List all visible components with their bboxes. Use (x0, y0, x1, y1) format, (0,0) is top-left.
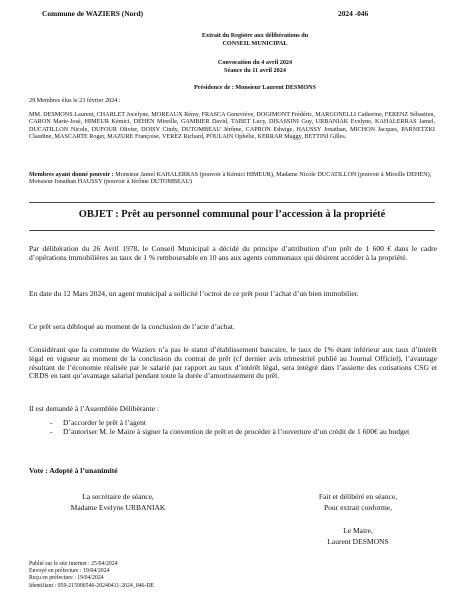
footer-sent: Envoyé en préfecture : 19/04/2024 (29, 568, 110, 575)
list-item: - D’accorder le prêt à l’agent (50, 418, 146, 427)
seance-date: Séance du 11 avril 2024 (224, 66, 286, 74)
convocation-date: Convocation du 4 avril 2024 (217, 59, 293, 66)
fait-delibere (298, 492, 418, 514)
transmission-footer (29, 561, 154, 590)
session-dates (120, 59, 390, 74)
divider-top (29, 202, 435, 203)
proxy-text: Monsieur Jamel KAHALERRAS (pouvoir à Kémici HIMEUR), Madame Nicole DUCATILLON (pouvoir à Mireille DEHEN), Monsieur Jonathan HAUSSY (pouvoir à Jérôme DUTOMBEAU) (29, 171, 432, 186)
bullet-text-1: D’accorder le prêt à l’agent (63, 418, 146, 427)
objet-title: OBJET : Prêt au personnel communal pour l’accession à la propriété (78, 209, 386, 220)
secretaire-label: La secrétaire de séance, (82, 492, 154, 501)
paragraph-1: Par délibération du 26 Avril 1978, le Conseil Municipal a décidé du principe d’attribution d’un prêt de 1 600 € dans le cadre d’opérations immobilières au taux de 1 % remboursable en 10 ans aux agents communaux qui désirent accéder à la propriété. (29, 244, 437, 262)
commune-header: Commune de WAZIERS (Nord) (42, 9, 144, 18)
registre-line-2: CONSEIL MUNICIPAL (222, 39, 288, 47)
maire-signature (298, 526, 418, 548)
presidence: Présidence de : Monsieur Laurent DESMONS (194, 84, 316, 91)
paragraph-5: Il est demandé à l’Assemblée Délibérante : (29, 404, 159, 413)
footer-identifier: Identifiant : 059-215906546-20240411-2024_046-DE (29, 582, 155, 589)
paragraph-2: En date du 12 Mars 2024, un agent municipal a sollicité l’octroi de ce prêt pour l’achat d’un bien immobilier. (29, 289, 359, 298)
fait-line-1: Fait et délibéré en séance, (318, 492, 398, 501)
bullet-text-2: D’autoriser M. le Maire à signer la convention de prêt et de procéder à l’ouverture d’un crédit de 1 600€ au budget (63, 426, 410, 436)
secretaire-name: Madame Evelyne URBANIAK (70, 502, 166, 512)
maire-label: Le Maire, (343, 526, 373, 535)
request-list (50, 419, 430, 437)
members-count: 29 Membres élus le 23 février 2024 : (29, 97, 121, 104)
registre-line-1: Extrait du Registre aux délibérations du (201, 32, 309, 39)
deliberation-number: 2024 -046 (338, 9, 369, 18)
members-proxy-list (29, 171, 435, 186)
footer-published: Publié sur le site internet : 25/04/2024 (29, 561, 118, 567)
list-item: - D’autoriser M. le Maire à signer la convention de prêt et de procéder à l’ouverture d’un crédit de 1 600€ au budget (50, 426, 410, 436)
registre-title (120, 32, 390, 47)
proxy-label: Membres ayant donné pouvoir : (29, 171, 114, 178)
secretaire-signature (58, 492, 178, 514)
divider-bottom (29, 230, 435, 231)
footer-received: Reçu en préfecture : 19/04/2024 (29, 575, 104, 582)
members-present-list: MM. DESMONS Laurent, CHARLET Jocelyne, MOREAUX Rémy, FRASCA Geneviève, DOGIMONT Frédéric, MARGONELLI Catherine, FERENZ Sébastien, CARON Marie-José, HIMEUR Kémici, DEHEN Mireille, GAMBIER David, TABET Lucy, DISASSINI Guy, URBANIAK Evelyne, KAHALERRAS Jamel, DUCATILLON Nicole, DUFOUR Olivier, DOISY Cindy, DUTOMBEAU Jérôme, CAPRON Edwige, HAUSSY Jonathan, MICHON Jacques, PARNETZKI Claudine, MASCARTE Roger, MAZURE Françoise, VEREZ Richard, POULAIN Ophélie, KERRAR Maggy, BETTINI Gilles. (29, 111, 435, 141)
paragraph-4: Considérant que la commune de Waziers n’a pas le statut d’établissement bancaire, le taux de 1% étant inférieur aux taux d’intérêt légal en vigueur au moment de la conclusion du contrat de prêt (cf dernier avis trimestriel publié au Journal Officiel), l’avantage résultant de l’économie réalisée par le salarié par rapport au taux d’intérêt légal, sera intégré dans l’assiette des cotisations CSG et CRDS en tant qu’avantage salarial pendant toute la durée d’amortissement du prêt. (29, 345, 437, 381)
fait-line-2: Pour extrait conforme, (323, 502, 393, 512)
maire-name: Laurent DESMONS (327, 536, 389, 546)
vote-result: Vote : Adopté à l’unanimité (29, 466, 118, 475)
paragraph-3: Ce prêt sera débloqué au moment de la conclusion de l’acte d’achat. (29, 322, 235, 331)
